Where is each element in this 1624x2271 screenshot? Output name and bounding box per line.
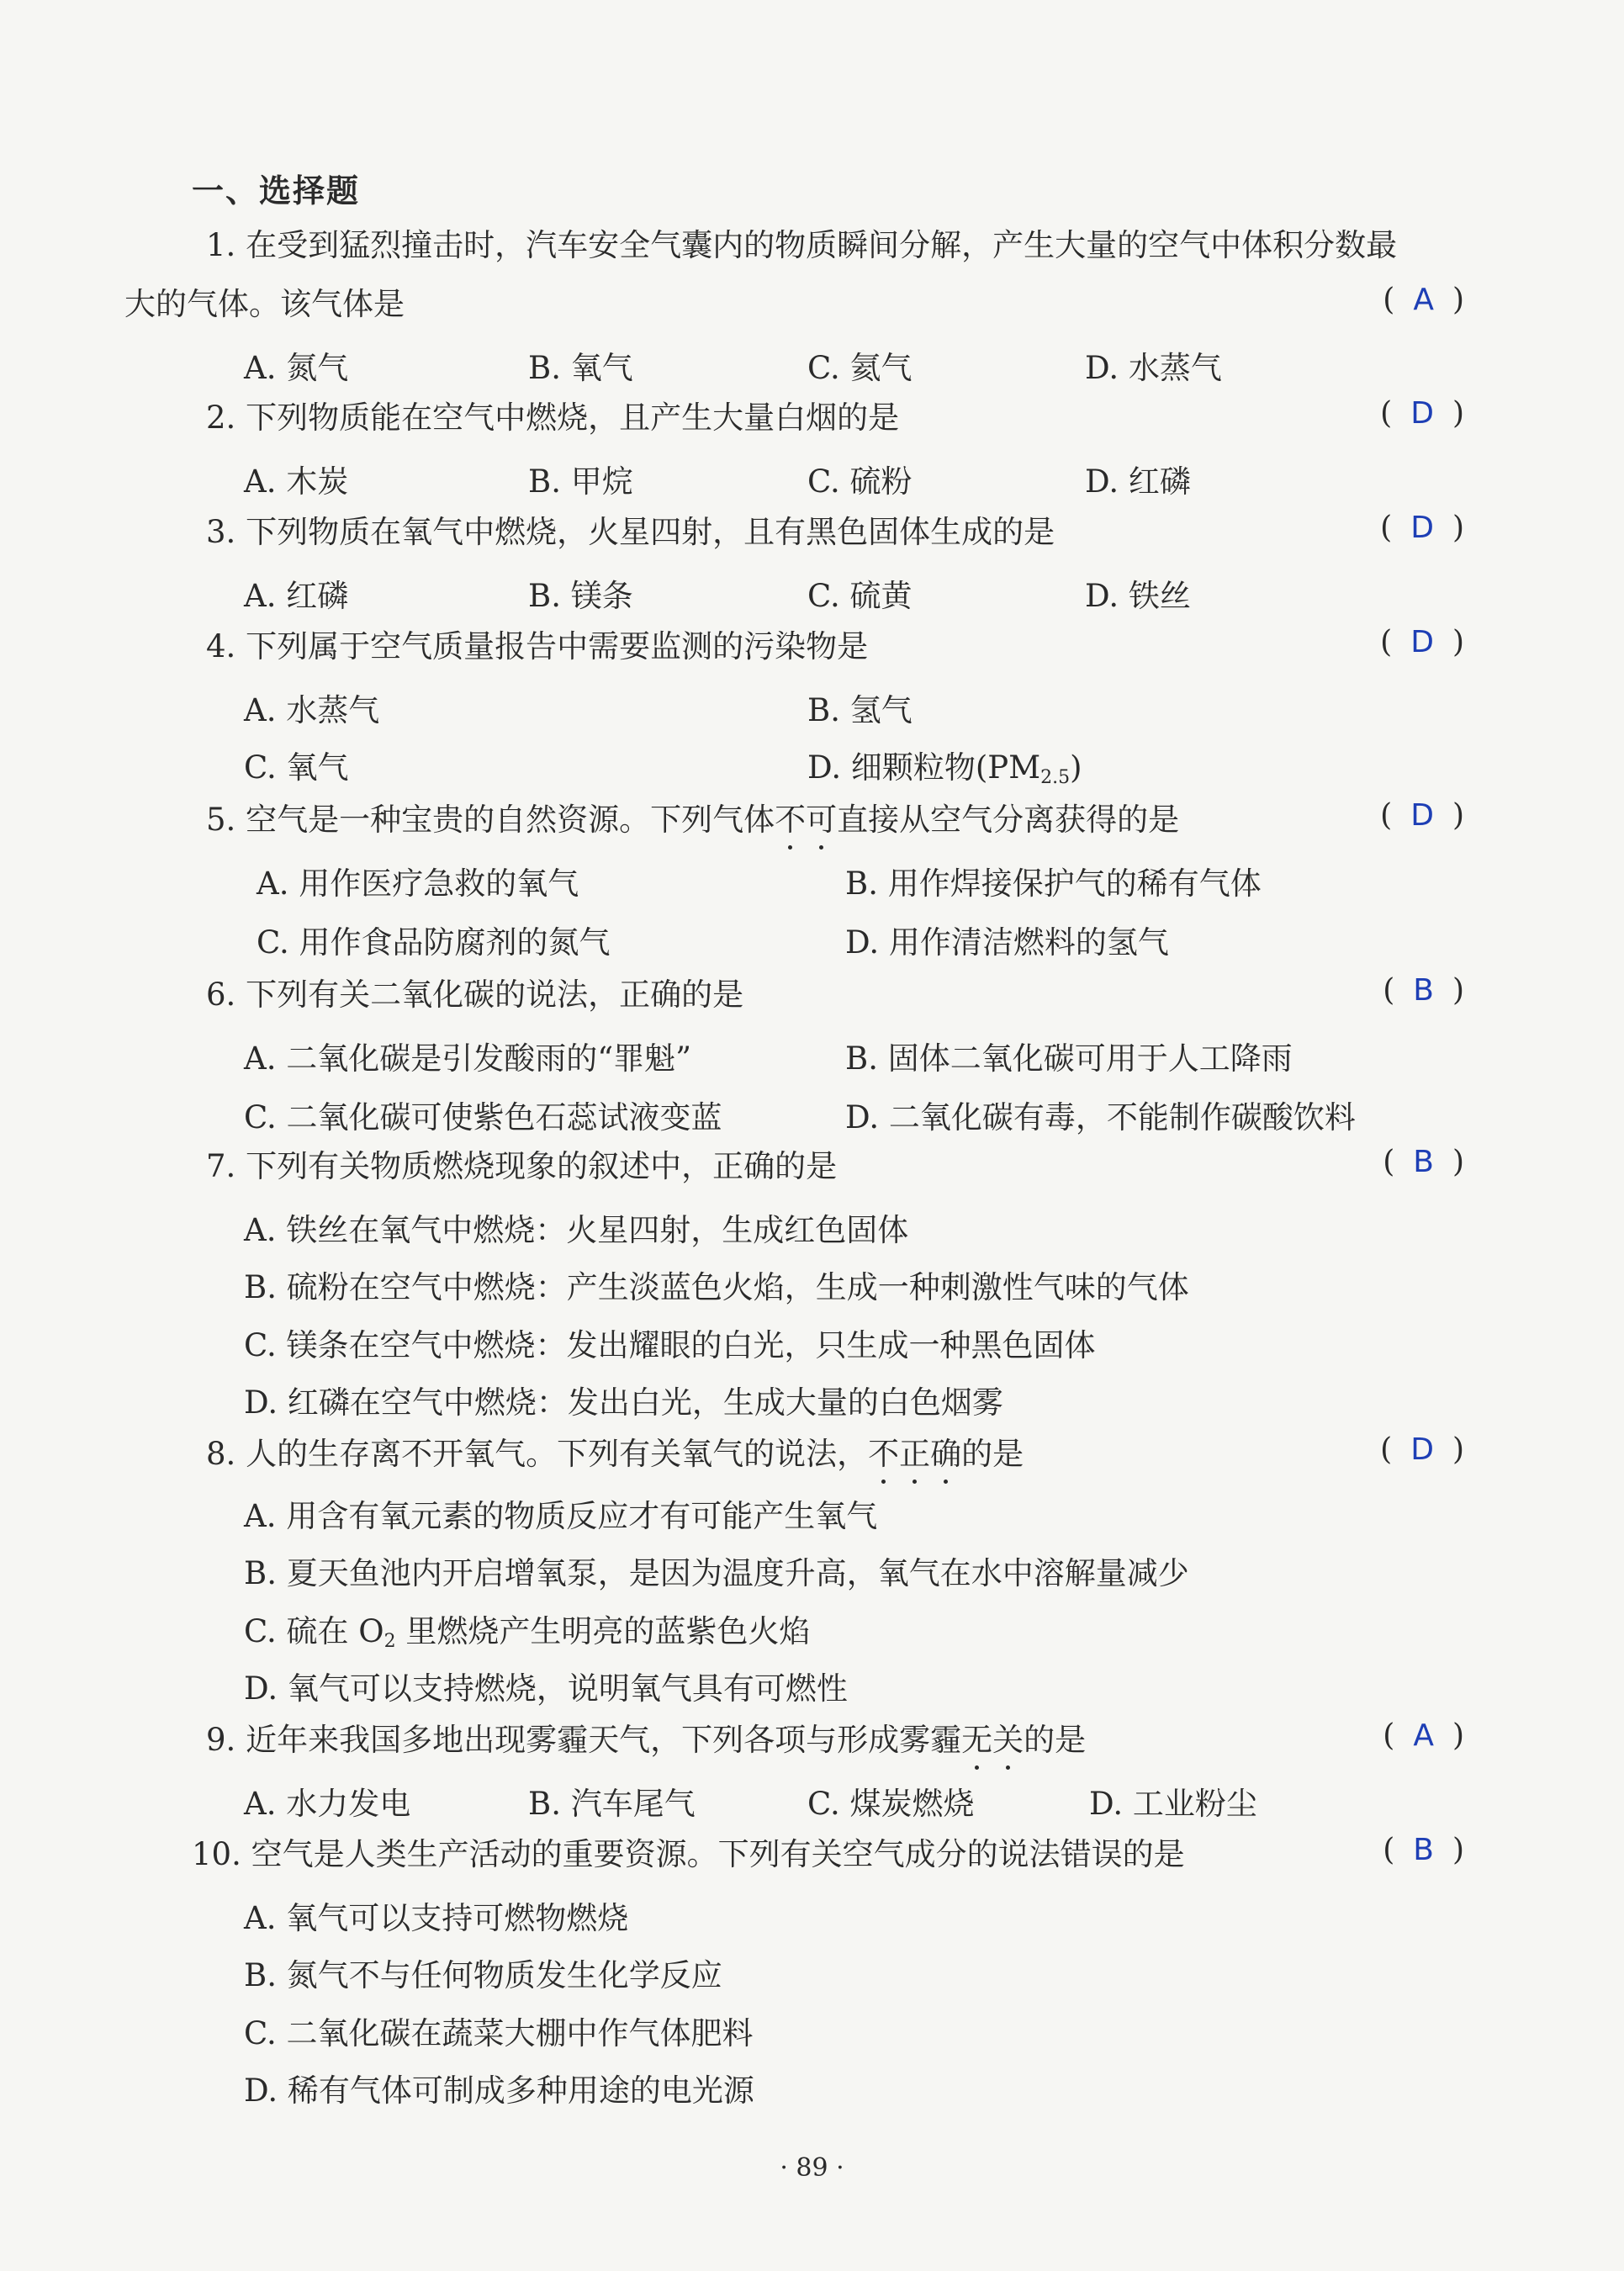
question-10-option-c: C. 二氧化碳在蔬菜大棚中作气体肥料 xyxy=(244,2015,754,2051)
question-8-answer: ( D ) xyxy=(1380,1432,1464,1467)
question-7-answer: ( B ) xyxy=(1383,1145,1464,1179)
question-6-answer: ( B ) xyxy=(1383,973,1464,1008)
question-4-option-b: B. 氢气 xyxy=(807,692,913,728)
question-3-option-a: A. 红磷 xyxy=(244,578,349,614)
question-10-option-a: A. 氧气可以支持可燃物燃烧 xyxy=(244,1900,629,1936)
question-7-option-a: A. 铁丝在氧气中燃烧：火星四射，生成红色固体 xyxy=(244,1212,909,1248)
question-6-stem: 6. 下列有关二氧化碳的说法，正确的是 xyxy=(206,977,744,1013)
question-5-option-c: C. 用作食品防腐剂的氮气 xyxy=(257,924,611,961)
question-6-option-b: B. 固体二氧化碳可用于人工降雨 xyxy=(845,1040,1293,1077)
question-4-answer: ( D ) xyxy=(1380,625,1464,659)
question-3-option-b: B. 镁条 xyxy=(528,578,633,614)
question-7-option-b: B. 硫粉在空气中燃烧：产生淡蓝色火焰，生成一种刺激性气味的气体 xyxy=(244,1269,1189,1305)
question-5-option-d: D. 用作清洁燃料的氢气 xyxy=(845,924,1169,961)
question-7-option-d: D. 红磷在空气中燃烧：发出白光，生成大量的白色烟雾 xyxy=(244,1384,1003,1421)
question-4-option-c: C. 氧气 xyxy=(244,749,349,786)
question-10-answer: ( B ) xyxy=(1383,1833,1464,1867)
question-5-option-b: B. 用作焊接保护气的稀有气体 xyxy=(845,866,1262,902)
question-9-option-b: B. 汽车尾气 xyxy=(528,1786,696,1822)
question-10-option-d: D. 稀有气体可制成多种用途的电光源 xyxy=(244,2072,754,2109)
question-3-option-c: C. 硫黄 xyxy=(807,578,913,614)
question-10-stem: 10. 空气是人类生产活动的重要资源。下列有关空气成分的说法错误的是 xyxy=(192,1836,1185,1872)
question-3-stem: 3. 下列物质在氧气中燃烧，火星四射，且有黑色固体生成的是 xyxy=(206,514,1055,550)
question-3-option-d: D. 铁丝 xyxy=(1085,578,1191,614)
question-8-option-d: D. 氧气可以支持燃烧，说明氧气具有可燃性 xyxy=(244,1670,848,1707)
question-5-option-a: A. 用作医疗急救的氧气 xyxy=(257,866,579,902)
question-5-stem: 5. 空气是一种宝贵的自然资源。下列气体不可直接从空气分离获得的是 xyxy=(206,802,1180,838)
question-1-option-d: D. 水蒸气 xyxy=(1085,350,1222,386)
question-1-stem-line2: 大的气体。该气体是 xyxy=(124,286,405,322)
question-2-answer: ( D ) xyxy=(1380,396,1464,431)
question-10-option-b: B. 氮气不与任何物质发生化学反应 xyxy=(244,1957,722,1993)
question-1-stem-line1: 1. 在受到猛烈撞击时，汽车安全气囊内的物质瞬间分解，产生大量的空气中体积分数最 xyxy=(206,227,1398,263)
question-1-option-c: C. 氦气 xyxy=(807,350,913,386)
question-8-option-b: B. 夏天鱼池内开启增氧泵，是因为温度升高，氧气在水中溶解量减少 xyxy=(244,1555,1189,1591)
question-4-option-a: A. 水蒸气 xyxy=(244,692,380,728)
question-9-answer: ( A ) xyxy=(1383,1718,1464,1753)
page-number: · 89 · xyxy=(780,2153,844,2183)
question-9-option-a: A. 水力发电 xyxy=(244,1786,411,1822)
question-2-option-d: D. 红磷 xyxy=(1085,463,1191,500)
question-2-option-a: A. 木炭 xyxy=(244,463,349,500)
question-9-option-c: C. 煤炭燃烧 xyxy=(807,1786,975,1822)
question-6-option-a: A. 二氧化碳是引发酸雨的“罪魁” xyxy=(244,1040,692,1077)
question-4-stem: 4. 下列属于空气质量报告中需要监测的污染物是 xyxy=(206,628,869,664)
question-5-answer: ( D ) xyxy=(1380,798,1464,833)
question-3-answer: ( D ) xyxy=(1380,511,1464,545)
question-9-option-d: D. 工业粉尘 xyxy=(1089,1786,1257,1822)
question-2-option-c: C. 硫粉 xyxy=(807,463,913,500)
question-8-stem: 8. 人的生存离不开氧气。下列有关氧气的说法，不正确的是 xyxy=(206,1436,1024,1472)
question-6-option-c: C. 二氧化碳可使紫色石蕊试液变蓝 xyxy=(244,1099,722,1136)
question-9-stem: 9. 近年来我国多地出现雾霾天气，下列各项与形成雾霾无关的是 xyxy=(206,1722,1087,1758)
question-2-option-b: B. 甲烷 xyxy=(528,463,633,500)
question-1-answer: ( A ) xyxy=(1383,283,1464,317)
question-7-stem: 7. 下列有关物质燃烧现象的叙述中，正确的是 xyxy=(206,1148,838,1184)
section-title: 一、选择题 xyxy=(192,172,361,209)
question-4-option-d: D. 细颗粒物$(PM_{2.5})$ xyxy=(807,749,1082,788)
question-1-option-a: A. 氮气 xyxy=(244,350,349,386)
question-8-option-c: C. 硫在 $O_2$ 里燃烧产生明亮的蓝紫色火焰 xyxy=(244,1613,811,1652)
question-2-stem: 2. 下列物质能在空气中燃烧，且产生大量白烟的是 xyxy=(206,400,900,436)
question-7-option-c: C. 镁条在空气中燃烧：发出耀眼的白光，只生成一种黑色固体 xyxy=(244,1327,1096,1363)
question-1-option-b: B. 氧气 xyxy=(528,350,633,386)
question-8-option-a: A. 用含有氧元素的物质反应才有可能产生氧气 xyxy=(244,1498,878,1534)
question-6-option-d: D. 二氧化碳有毒，不能制作碳酸饮料 xyxy=(845,1099,1356,1136)
